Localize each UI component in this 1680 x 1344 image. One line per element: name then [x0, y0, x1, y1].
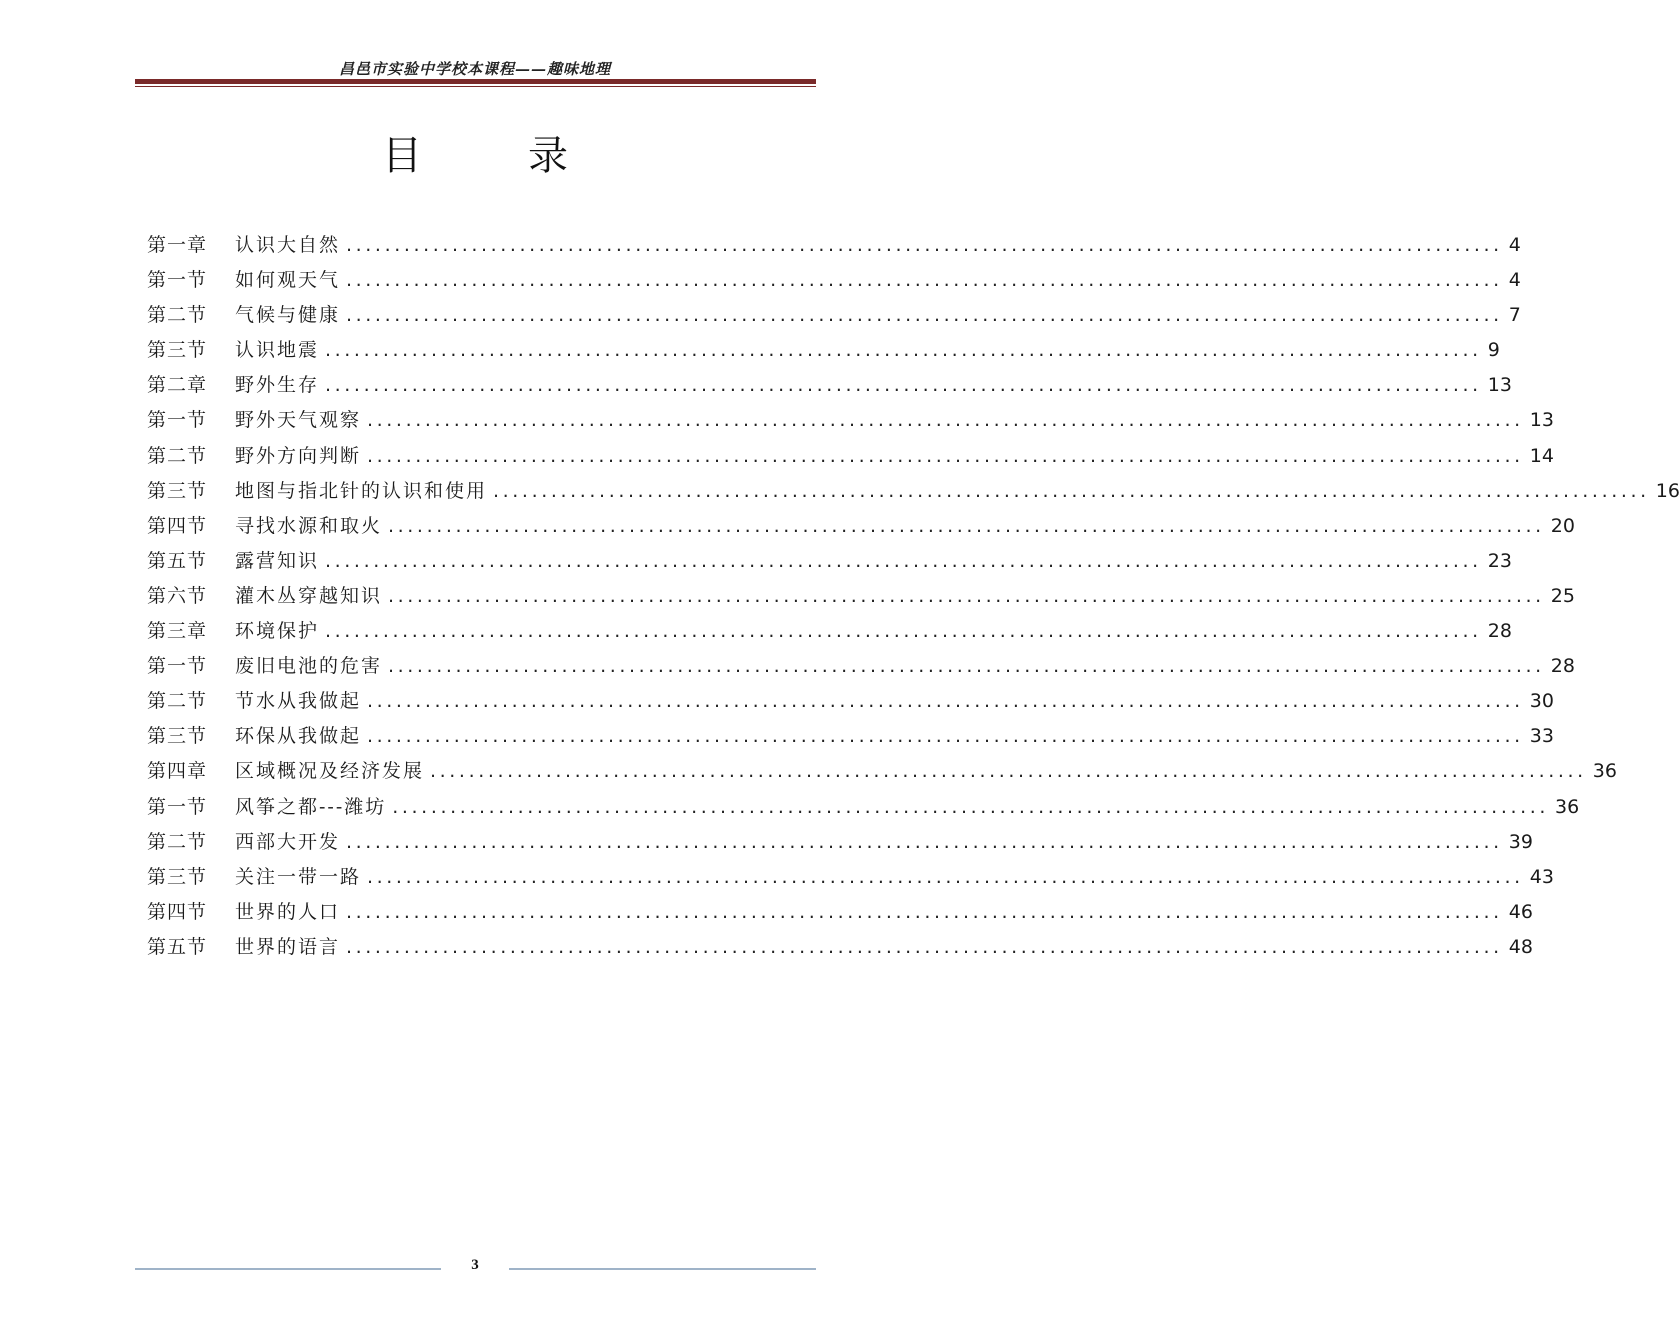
toc-entry-title: 环境保护 — [235, 620, 320, 643]
toc-entry-page: 28 — [1487, 620, 1512, 643]
toc-entry-title: 如何观天气 — [235, 269, 341, 292]
toc-entry[interactable] — [147, 686, 1554, 721]
toc-entry-label: 第四节 — [147, 514, 208, 537]
toc-dot-leader: ........................................................................................................................ — [388, 584, 1545, 607]
toc-dot-leader: ........................................................................................................................ — [388, 655, 1545, 678]
running-header: 昌邑市实验中学校本课程——趣味地理 — [338, 60, 611, 78]
toc-entry-title: 关注一带一路 — [235, 865, 362, 888]
toc-entry[interactable] — [147, 651, 1575, 686]
toc-entry-title: 地图与指北针的认识和使用 — [235, 479, 488, 502]
toc-dot-leader: ........................................................................................................................ — [388, 514, 1545, 537]
header-rule-thick — [135, 79, 816, 84]
toc-entry-label: 第六节 — [147, 584, 208, 607]
toc-entry-page: 14 — [1529, 444, 1554, 467]
toc-entry-label: 第二节 — [147, 690, 208, 713]
footer-page-number: 3 — [471, 1257, 479, 1273]
toc-entry-label: 第一节 — [147, 655, 208, 678]
toc-entry-label: 第一节 — [147, 409, 208, 432]
toc-dot-leader: ........................................................................................................................ — [430, 760, 1587, 783]
toc-dot-leader: ........................................................................................................................ — [392, 795, 1550, 818]
footer-rule-left — [135, 1268, 441, 1270]
toc-entry[interactable] — [147, 616, 1512, 651]
toc-entry-page: 7 — [1508, 304, 1521, 327]
toc-entry-label: 第三章 — [147, 620, 208, 643]
toc-dot-leader: ........................................................................................................................ — [367, 409, 1524, 432]
toc-entry-title: 风筝之都---潍坊 — [235, 795, 387, 818]
toc-entry-page: 4 — [1508, 234, 1521, 256]
toc-entry-title: 环保从我做起 — [235, 725, 362, 748]
toc-dot-leader: ........................................................................................................................ — [367, 690, 1524, 713]
toc-entry-page: 25 — [1550, 584, 1575, 607]
toc-entry-page: 46 — [1508, 900, 1533, 923]
toc-entry-title: 野外天气观察 — [235, 409, 362, 432]
toc-entry-title: 废旧电池的危害 — [235, 655, 383, 678]
toc-entry-page: 13 — [1529, 409, 1554, 432]
toc-entry[interactable] — [147, 476, 1680, 511]
toc-dot-leader: ........................................................................................................................ — [325, 549, 1482, 572]
toc-entry-label: 第三节 — [147, 479, 208, 502]
toc-entry-title: 野外方向判断 — [235, 444, 362, 467]
toc-entry-page: 20 — [1550, 514, 1575, 537]
toc-entry-page: 39 — [1508, 830, 1533, 853]
toc-entry-label: 第四节 — [147, 900, 208, 923]
toc-entry[interactable] — [147, 721, 1554, 756]
toc-entry-title: 区域概况及经济发展 — [235, 760, 425, 783]
header-rule-thin — [135, 86, 816, 87]
toc-entry-label: 第二章 — [147, 374, 208, 397]
toc-dot-leader: ........................................................................................................................ — [346, 269, 1503, 292]
toc-entry-title: 世界的语言 — [235, 935, 341, 958]
toc-entry-label: 第五节 — [147, 935, 208, 958]
table-of-contents — [147, 230, 1680, 967]
toc-entry-label: 第二节 — [147, 304, 208, 327]
toc-dot-leader: ........................................................................................................................ — [325, 339, 1482, 362]
toc-entry-page: 33 — [1529, 725, 1554, 748]
toc-entry[interactable] — [147, 756, 1617, 791]
toc-entry[interactable] — [147, 932, 1533, 967]
toc-dot-leader: ........................................................................................................................ — [493, 479, 1650, 502]
toc-entry[interactable] — [147, 581, 1575, 616]
toc-entry[interactable] — [147, 370, 1512, 405]
toc-entry-title: 世界的人口 — [235, 900, 341, 923]
toc-entry-page: 9 — [1487, 339, 1500, 362]
toc-entry-label: 第三节 — [147, 339, 208, 362]
toc-entry[interactable] — [147, 862, 1554, 897]
toc-entry-label: 第二节 — [147, 830, 208, 853]
toc-dot-leader: ........................................................................................................................ — [346, 935, 1503, 958]
toc-entry-label: 第三节 — [147, 865, 208, 888]
toc-entry-page: 30 — [1529, 690, 1554, 713]
toc-entry[interactable] — [147, 792, 1580, 827]
toc-entry[interactable] — [147, 230, 1521, 265]
toc-dot-leader: ........................................................................................................................ — [346, 234, 1503, 256]
toc-entry-page: 48 — [1508, 935, 1533, 958]
toc-dot-leader: ........................................................................................................................ — [346, 900, 1503, 923]
toc-entry[interactable] — [147, 335, 1500, 370]
page-title — [0, 124, 950, 181]
toc-entry-title: 气候与健康 — [235, 304, 341, 327]
page-title-char-2: 录 — [528, 133, 570, 179]
footer-rule-right — [509, 1268, 816, 1270]
toc-entry[interactable] — [147, 265, 1521, 300]
toc-entry-label: 第五节 — [147, 549, 208, 572]
toc-entry-title: 西部大开发 — [235, 830, 341, 853]
toc-entry-page: 36 — [1555, 795, 1580, 818]
page-title-char-1: 目 — [382, 133, 424, 179]
toc-entry-page: 13 — [1487, 374, 1512, 397]
toc-entry-label: 第一节 — [147, 795, 208, 818]
toc-entry-title: 节水从我做起 — [235, 690, 362, 713]
toc-entry-title: 认识地震 — [235, 339, 320, 362]
toc-entry[interactable] — [147, 405, 1554, 440]
toc-entry-title: 灌木丛穿越知识 — [235, 584, 383, 607]
toc-dot-leader: ........................................................................................................................ — [325, 374, 1482, 397]
toc-entry[interactable] — [147, 827, 1533, 862]
toc-entry-page: 23 — [1487, 549, 1512, 572]
toc-entry-title: 野外生存 — [235, 374, 320, 397]
toc-entry-label: 第一节 — [147, 269, 208, 292]
toc-entry-title: 认识大自然 — [235, 234, 341, 256]
toc-entry-label: 第四章 — [147, 760, 208, 783]
toc-entry-page: 28 — [1550, 655, 1575, 678]
toc-entry-page: 36 — [1592, 760, 1617, 783]
toc-entry-title: 露营知识 — [235, 549, 320, 572]
toc-dot-leader: ........................................................................................................................ — [346, 830, 1503, 853]
toc-entry[interactable] — [147, 511, 1575, 546]
toc-entry[interactable] — [147, 441, 1554, 476]
toc-entry-page: 43 — [1529, 865, 1554, 888]
toc-entry-label: 第三节 — [147, 725, 208, 748]
toc-dot-leader: ........................................................................................................................ — [346, 304, 1503, 327]
toc-entry[interactable] — [147, 897, 1533, 932]
toc-entry-label: 第一章 — [147, 234, 208, 256]
toc-entry-page: 4 — [1508, 269, 1521, 292]
toc-dot-leader: ........................................................................................................................ — [367, 865, 1524, 888]
toc-entry-label: 第二节 — [147, 444, 208, 467]
toc-dot-leader: ........................................................................................................................ — [367, 725, 1524, 748]
toc-dot-leader: ........................................................................................................................ — [367, 444, 1524, 467]
toc-entry-page: 16 — [1655, 479, 1680, 502]
toc-entry[interactable] — [147, 546, 1512, 581]
toc-dot-leader: ........................................................................................................................ — [325, 620, 1482, 643]
toc-entry-title: 寻找水源和取火 — [235, 514, 383, 537]
toc-entry[interactable] — [147, 300, 1521, 335]
